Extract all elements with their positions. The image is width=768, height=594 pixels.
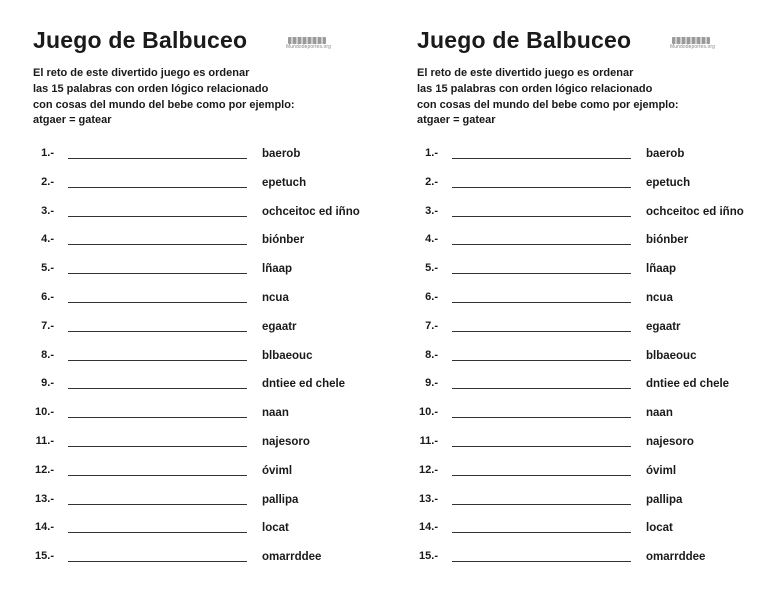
item-number: 5.- [41,262,54,275]
item-number: 6.- [425,290,438,303]
instructions-line: El reto de este divertido juego es ordenar [417,67,634,79]
scrambled-word: biónber [646,234,689,247]
scrambled-word: blbaeouc [646,349,697,362]
item-number: 1.- [41,147,54,159]
list-item [384,548,768,577]
scrambled-word: dntiee ed chele [646,378,730,391]
instructions-line: las 15 palabras con orden lógico relacionado [33,82,269,95]
answer-line[interactable] [452,532,631,533]
item-number: 10.- [35,406,54,419]
item-number: 11.- [35,434,54,447]
list-item [0,548,384,577]
scrambled-word: egaatr [646,320,681,333]
answer-line[interactable] [452,360,631,361]
answer-line[interactable] [452,417,631,418]
item-number: 3.- [425,204,438,217]
word-list [384,145,768,577]
item-number: 15.- [419,550,438,563]
item-number: 2.- [425,175,438,188]
scrambled-word: baerob [262,148,301,160]
item-number: 14.- [419,521,438,534]
logo-graphic [288,37,326,44]
list-item [0,318,384,347]
item-number: 3.- [41,204,54,217]
item-number: 12.- [419,463,438,476]
answer-line[interactable] [68,187,247,188]
list-item [384,375,768,404]
answer-line[interactable] [452,273,631,274]
instructions [417,66,762,129]
answer-line[interactable] [68,216,247,217]
page-title: Juego de Balbuceo [33,27,248,53]
scrambled-word: lñaap [262,263,293,276]
scrambled-word: ncua [262,291,289,304]
scrambled-word: omarrddee [262,551,322,564]
list-item [0,203,384,232]
list-item [0,231,384,260]
scrambled-word: óviml [646,464,677,477]
item-number: 2.- [41,175,54,188]
scrambled-word: omarrddee [646,551,706,564]
scrambled-word: lñaap [646,263,677,276]
answer-line[interactable] [452,244,631,245]
item-number: 9.- [425,377,438,390]
list-item [0,375,384,404]
scrambled-word: najesoro [262,435,310,448]
answer-line[interactable] [68,244,247,245]
answer-line[interactable] [68,475,247,476]
scrambled-word: ochceitoc ed iñno [646,205,744,218]
scrambled-word: ochceitoc ed iñno [262,205,360,218]
list-item [384,145,768,174]
item-number: 1.- [425,147,438,159]
answer-line[interactable] [68,331,247,332]
answer-line[interactable] [452,388,631,389]
scrambled-word: egaatr [262,320,297,333]
list-item [0,433,384,462]
item-number: 13.- [419,492,438,505]
scrambled-word: naan [646,407,673,420]
site-logo [286,37,330,51]
item-number: 8.- [425,348,438,361]
instructions-line: las 15 palabras con orden lógico relacionado [417,82,653,95]
logo-text: Mundodeportes.org [286,44,332,50]
list-item [384,404,768,433]
answer-line[interactable] [68,504,247,505]
worksheet-right [384,0,768,594]
item-number: 5.- [425,262,438,275]
instructions [33,66,378,129]
list-item [0,145,384,174]
list-item [384,203,768,232]
item-number: 7.- [425,319,438,332]
item-number: 8.- [41,348,54,361]
list-item [0,289,384,318]
answer-line[interactable] [452,331,631,332]
list-item [384,289,768,318]
scrambled-word: blbaeouc [262,349,313,362]
instructions-line: atgaer = gatear [33,114,112,127]
scrambled-word: pallipa [646,493,683,506]
list-item [384,462,768,491]
item-number: 4.- [425,233,438,246]
list-item [0,260,384,289]
list-item [0,174,384,203]
answer-line[interactable] [452,561,631,562]
answer-line[interactable] [452,158,631,159]
answer-line[interactable] [68,158,247,159]
list-item [384,318,768,347]
instructions-line: con cosas del mundo del bebe como por ejemplo: [33,98,295,111]
list-item [384,174,768,203]
scrambled-word: naan [262,407,289,420]
list-item [0,462,384,491]
list-item [0,519,384,548]
answer-line[interactable] [452,187,631,188]
scrambled-word: óviml [262,464,293,477]
item-number: 4.- [41,233,54,246]
answer-line[interactable] [68,273,247,274]
list-item [384,491,768,520]
answer-line[interactable] [452,302,631,303]
answer-line[interactable] [68,360,247,361]
list-item [0,347,384,376]
scrambled-word: locat [262,522,289,535]
item-number: 15.- [35,550,54,563]
item-number: 9.- [41,377,54,390]
site-logo [670,37,714,51]
answer-line[interactable] [68,532,247,533]
list-item [384,519,768,548]
logo-text: Mundodeportes.org [670,44,716,50]
scrambled-word: locat [646,522,673,535]
item-number: 12.- [35,463,54,476]
list-item [0,491,384,520]
item-number: 14.- [35,521,54,534]
answer-line[interactable] [452,216,631,217]
answer-line[interactable] [68,417,247,418]
answer-line[interactable] [68,302,247,303]
item-number: 6.- [41,290,54,303]
answer-line[interactable] [452,446,631,447]
list-item [384,347,768,376]
logo-graphic [672,37,710,44]
answer-line[interactable] [68,388,247,389]
list-item [384,433,768,462]
scrambled-word: epetuch [646,176,691,189]
word-list [0,145,384,577]
page-title: Juego de Balbuceo [417,27,632,53]
scrambled-word: epetuch [262,176,307,189]
list-item [0,404,384,433]
scrambled-word: ncua [646,291,673,304]
item-number: 13.- [35,492,54,505]
item-number: 7.- [41,319,54,332]
answer-line[interactable] [68,561,247,562]
answer-line[interactable] [452,504,631,505]
list-item [384,231,768,260]
scrambled-word: biónber [262,234,305,247]
scrambled-word: najesoro [646,435,694,448]
scrambled-word: pallipa [262,493,299,506]
item-number: 11.- [419,434,438,447]
item-number: 10.- [419,406,438,419]
list-item [384,260,768,289]
answer-line[interactable] [452,475,631,476]
instructions-line: atgaer = gatear [417,114,496,127]
instructions-line: con cosas del mundo del bebe como por ejemplo: [417,98,679,111]
scrambled-word: dntiee ed chele [262,378,346,391]
instructions-line: El reto de este divertido juego es ordenar [33,67,250,79]
answer-line[interactable] [68,446,247,447]
scrambled-word: baerob [646,148,685,160]
